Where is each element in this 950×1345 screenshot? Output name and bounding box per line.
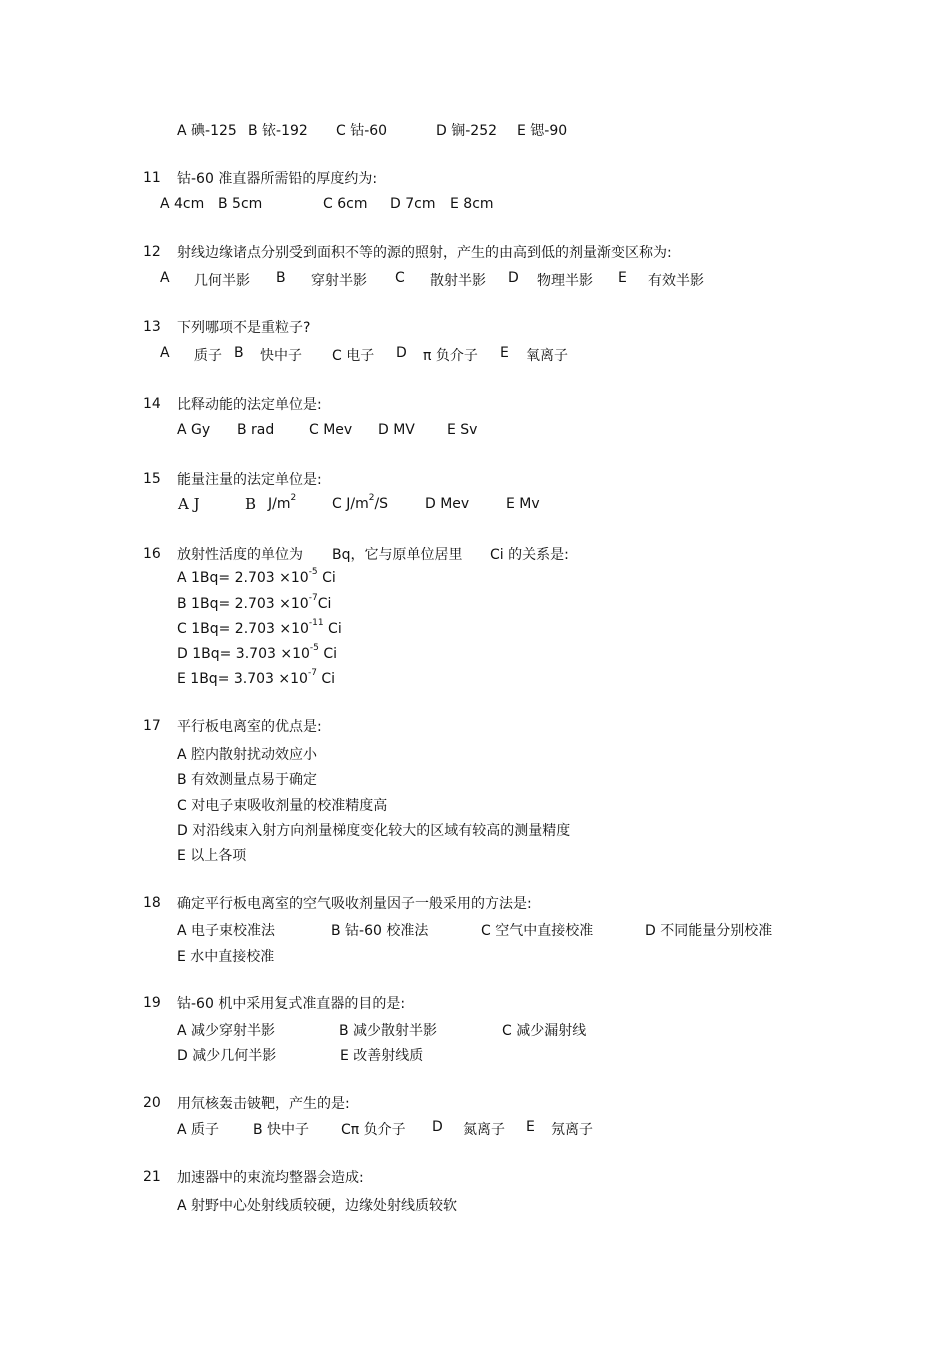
option-text: 氧离子	[526, 348, 568, 364]
question-number: 18	[143, 895, 161, 911]
option	[177, 567, 336, 586]
option: E 以上各项	[177, 848, 247, 864]
option-value: E 1Bq= 3.703 ×10	[177, 671, 308, 687]
option: E 水中直接校准	[177, 949, 275, 965]
question-text: 确定平行板电离室的空气吸收剂量因子一般采用的方法是:	[177, 896, 532, 912]
option-letter: E	[618, 270, 627, 286]
option: A 减少穿射半影	[177, 1023, 276, 1039]
option: A 4cm	[160, 196, 205, 212]
option: A 射野中心处射线质较硬，边缘处射线质较软	[177, 1198, 458, 1214]
option-text: 物理半影	[537, 273, 593, 289]
option: D 减少几何半影	[177, 1048, 277, 1064]
option-letter: A	[160, 345, 170, 361]
option: C 6cm	[323, 196, 368, 212]
option-unit: Ci	[322, 570, 336, 586]
question-number: 13	[143, 319, 161, 335]
option: D 对沿线束入射方向剂量梯度变化较大的区域有较高的测量精度	[177, 823, 571, 839]
option: A 电子束校准法	[177, 923, 276, 939]
unit-base: C J/m	[332, 496, 369, 512]
question-text: Bq，它与原单位居里	[332, 547, 463, 563]
question-text: 平行板电离室的优点是:	[177, 719, 322, 735]
exponent: -5	[308, 567, 318, 578]
option-letter: B	[276, 270, 286, 286]
option: B 有效测量点易于确定	[177, 772, 318, 788]
question-number: 16	[143, 546, 161, 562]
option	[177, 668, 336, 687]
option	[332, 493, 389, 512]
option: B 快中子	[253, 1122, 310, 1138]
option-text: 散射半影	[430, 273, 486, 289]
option: C 减少漏射线	[502, 1023, 587, 1039]
option: B rad	[237, 422, 275, 438]
option: A 碘-125	[177, 123, 237, 139]
option-value: D 1Bq= 3.703 ×10	[177, 646, 310, 662]
question-text: 射线边缘诸点分别受到面积不等的源的照射，产生的由高到低的剂量渐变区称为:	[177, 245, 672, 261]
option: E 改善射线质	[340, 1048, 424, 1064]
option-letter: E	[500, 345, 509, 361]
option-value: A 1Bq= 2.703 ×10	[177, 570, 309, 586]
option: D Mev	[425, 496, 470, 512]
question-number: 14	[143, 396, 161, 412]
option-value: B 1Bq= 2.703 ×10	[177, 596, 309, 612]
option-text: 质子	[194, 348, 222, 364]
option-text	[268, 493, 297, 512]
exponent: -11	[308, 618, 324, 629]
option-letter: E	[526, 1119, 535, 1135]
question-text: 比释动能的法定单位是:	[177, 397, 322, 413]
option-letter: D	[432, 1119, 443, 1135]
question-text: 下列哪项不是重粒子?	[177, 320, 311, 336]
option: C Mev	[309, 422, 353, 438]
option-text: 有效半影	[648, 273, 704, 289]
option: E Mv	[506, 496, 540, 512]
option: A 质子	[177, 1122, 220, 1138]
option: Cπ 负介子	[341, 1122, 406, 1138]
question-number: 19	[143, 995, 161, 1011]
option	[177, 618, 342, 637]
exponent: 2	[290, 493, 297, 504]
option: C 空气中直接校准	[481, 923, 594, 939]
option: E 锶-90	[517, 123, 568, 139]
question-text: 加速器中的束流均整器会造成:	[177, 1170, 364, 1186]
option-letter: A	[160, 270, 170, 286]
unit-base: J/m	[268, 496, 291, 512]
option: B 铱-192	[248, 123, 308, 139]
exponent: -7	[307, 668, 317, 679]
option: C 电子	[332, 348, 375, 364]
option: E 8cm	[450, 196, 494, 212]
question-text: 钴-60 机中采用复式准直器的目的是:	[177, 996, 406, 1012]
option-unit: Ci	[328, 621, 342, 637]
option	[177, 593, 332, 612]
option: C 对电子束吸收剂量的校准精度高	[177, 798, 388, 814]
option: A Gy	[177, 422, 211, 438]
option: D MV	[378, 422, 415, 438]
exponent: -5	[309, 643, 319, 654]
option-value: C 1Bq= 2.703 ×10	[177, 621, 309, 637]
option: A 腔内散射扰动效应小	[177, 747, 318, 763]
option-text: π 负介子	[423, 348, 478, 364]
option-letter: D	[396, 345, 407, 361]
question-number: 11	[143, 170, 161, 186]
exponent: 2	[368, 493, 375, 504]
option: D 7cm	[390, 196, 436, 212]
question-number: 15	[143, 471, 161, 487]
option-text: 穿射半影	[311, 273, 367, 289]
question-text: 能量注量的法定单位是:	[177, 472, 322, 488]
unit-suffix: /S	[374, 496, 389, 512]
option-unit: Ci	[317, 596, 332, 612]
question-text: Ci 的关系是:	[490, 547, 569, 563]
option-letter: B	[245, 495, 257, 513]
option: B 钴-60 校准法	[331, 923, 429, 939]
option-text: 氮离子	[463, 1122, 505, 1138]
option: D 不同能量分别校准	[645, 923, 773, 939]
option-letter: B	[234, 345, 244, 361]
question-number: 17	[143, 718, 161, 734]
option: D 锎-252	[436, 123, 498, 139]
option	[177, 643, 337, 662]
option-text: 快中子	[260, 348, 302, 364]
option: C 钴-60	[336, 123, 388, 139]
option-text: 几何半影	[194, 273, 250, 289]
option-letter: C	[395, 270, 405, 286]
option-letter: D	[508, 270, 519, 286]
question-number: 21	[143, 1169, 161, 1185]
exponent: -7	[308, 593, 318, 604]
option-text: 氖离子	[551, 1122, 593, 1138]
option: E Sv	[447, 422, 478, 438]
question-number: 12	[143, 244, 161, 260]
option: A J	[178, 495, 200, 513]
option-unit: Ci	[323, 646, 337, 662]
option-unit: Ci	[321, 671, 336, 687]
question-text: 放射性活度的单位为	[177, 547, 303, 563]
option: B 减少散射半影	[339, 1023, 438, 1039]
question-text: 用氘核轰击铍靶，产生的是:	[177, 1096, 350, 1112]
question-number: 20	[143, 1095, 161, 1111]
question-text: 钴-60 准直器所需铅的厚度约为:	[177, 171, 378, 187]
option: B 5cm	[218, 196, 263, 212]
